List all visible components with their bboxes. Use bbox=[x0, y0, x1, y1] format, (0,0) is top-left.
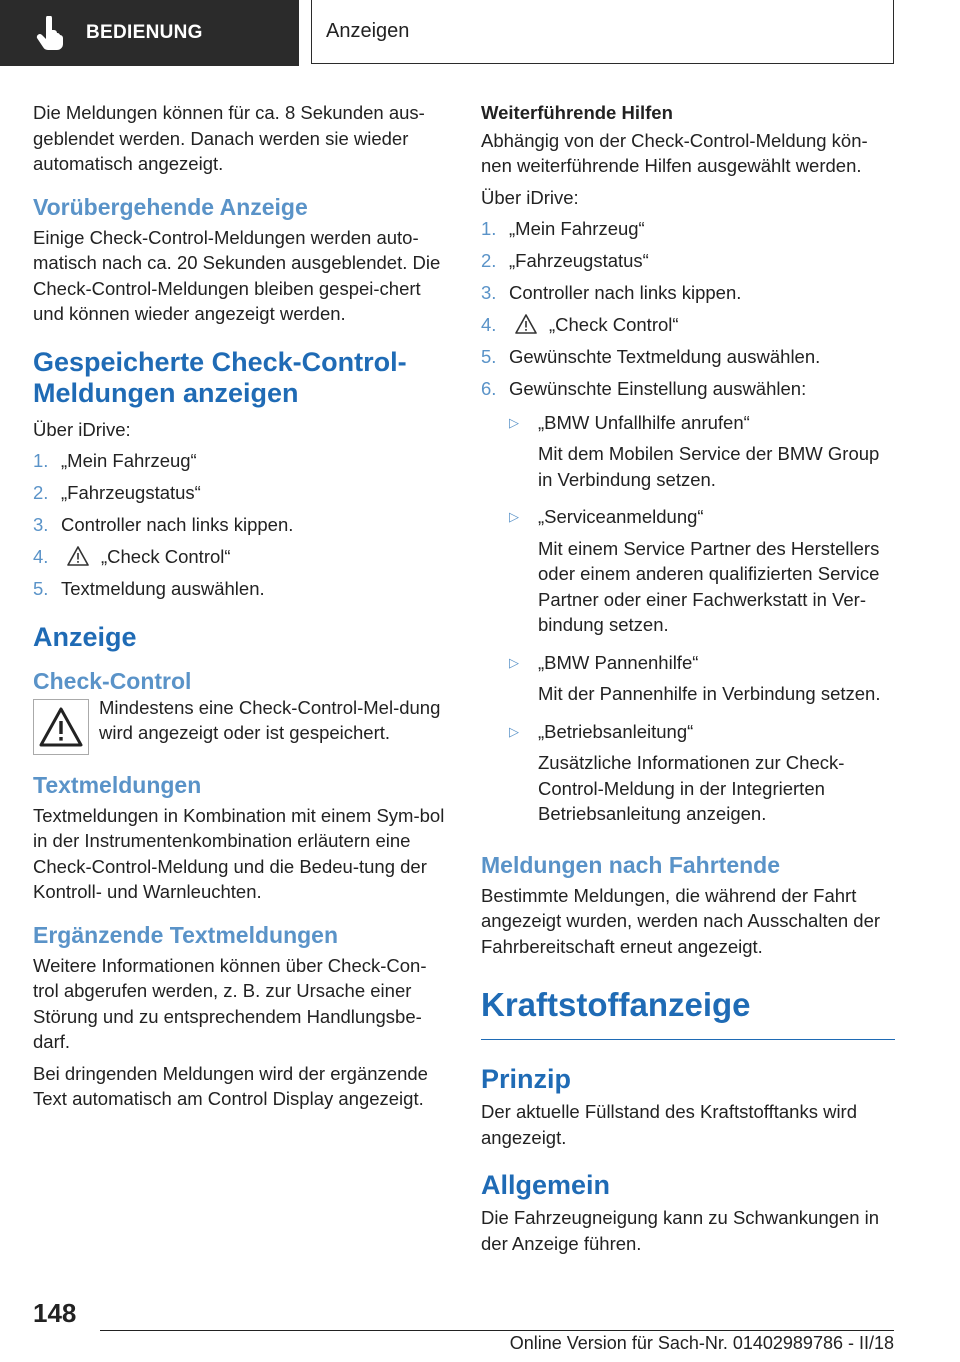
triangle-bullet-icon: ▷ bbox=[509, 654, 519, 670]
step-text: Controller nach links kippen. bbox=[509, 282, 742, 303]
triangle-bullet-icon: ▷ bbox=[509, 509, 519, 524]
list-item bbox=[481, 312, 895, 338]
saved-messages-steps bbox=[33, 448, 447, 602]
list-item bbox=[33, 544, 447, 570]
chapter-tab-label: Anzeigen bbox=[326, 20, 410, 42]
step-number: 2. bbox=[33, 482, 49, 503]
step-text: „Check Control“ bbox=[549, 314, 679, 335]
section-tab-label: BEDIENUNG bbox=[86, 22, 203, 43]
section-tab bbox=[0, 0, 299, 66]
via-idrive-label: Über iDrive: bbox=[481, 186, 579, 208]
messages-after-drive-paragraph: Bestimmte Meldungen, die während der Fahrt angezeigt wurden, werden nach Ausschalten der Fahrbereitschaft erneut angezeigt. bbox=[481, 884, 881, 957]
footer-divider bbox=[100, 1330, 894, 1331]
additional-messages-paragraph-2: Bei dringenden Meldungen wird der ergänzende Text automatisch am Control Display angezeigt. bbox=[33, 1062, 428, 1109]
step-number: 2. bbox=[481, 250, 497, 271]
warning-triangle-icon bbox=[33, 699, 89, 755]
check-control-paragraph: Mindestens eine Check-Control-Mel-dung wird angezeigt oder ist gespeichert. bbox=[99, 696, 441, 743]
step-number: 3. bbox=[481, 282, 497, 303]
chapter-tab bbox=[311, 0, 894, 64]
heading-text-messages: Textmeldungen bbox=[33, 771, 202, 798]
step-number: 6. bbox=[481, 378, 497, 399]
heading-display: Anzeige bbox=[33, 621, 137, 652]
step-number: 3. bbox=[33, 514, 49, 535]
heading-fuel-gauge: Kraftstoffanzeige bbox=[481, 985, 895, 1040]
list-item bbox=[509, 650, 895, 713]
step-text: „Check Control“ bbox=[101, 546, 231, 567]
text-messages-paragraph: Textmeldungen in Kombination mit einem Sym-bol in der Instrumentenkombination erläutern eine Check-Control-Meldung und die Bedeu-tung der Kontroll- und Warnleuchten. bbox=[33, 804, 445, 902]
option-description: Mit einem Service Partner des Herstellers oder einem anderen qualifizierten Service Partner oder einer Fachwerkstatt in Ver-bindung setzen. bbox=[538, 537, 880, 635]
list-item bbox=[481, 248, 895, 274]
step-number: 5. bbox=[33, 578, 49, 599]
intro-paragraph: Die Meldungen können für ca. 8 Sekunden aus-geblendet werden. Danach werden sie wieder automatisch angezeigt. bbox=[33, 102, 425, 174]
option-description: Mit der Pannenhilfe in Verbindung setzen. bbox=[538, 683, 881, 704]
list-item bbox=[509, 719, 895, 833]
right-column bbox=[481, 100, 895, 1262]
heading-temporary-display: Vorübergehende Anzeige bbox=[33, 193, 308, 220]
check-control-block bbox=[33, 696, 447, 755]
heading-messages-after-drive: Meldungen nach Fahrtende bbox=[481, 851, 781, 878]
option-title: „Betriebsanleitung“ bbox=[538, 720, 694, 742]
further-help-paragraph: Abhängig von der Check-Control-Meldung kön-nen weiterführende Hilfen ausgewählt werden. bbox=[481, 129, 868, 176]
step-text: „Mein Fahrzeug“ bbox=[509, 218, 645, 239]
option-description: Mit dem Mobilen Service der BMW Group in Verbindung setzen. bbox=[538, 443, 880, 490]
step-text: Controller nach links kippen. bbox=[61, 514, 294, 535]
heading-further-help: Weiterführende Hilfen bbox=[481, 102, 673, 123]
step-text: „Mein Fahrzeug“ bbox=[61, 450, 197, 471]
heading-check-control: Check-Control bbox=[33, 667, 192, 694]
heading-principle: Prinzip bbox=[481, 1064, 572, 1094]
step-text: Gewünschte Einstellung auswählen: bbox=[509, 378, 807, 399]
page-number: 148 bbox=[33, 1298, 77, 1328]
step-text: Gewünschte Textmeldung auswählen. bbox=[509, 346, 821, 367]
heading-general: Allgemein bbox=[481, 1170, 611, 1200]
temporary-display-paragraph: Einige Check-Control-Meldungen werden auto-matisch nach ca. 20 Sekunden ausgeblendet. Die Check-Control-Meldungen bleiben gespei-chert und können wieder angezeigt werden. bbox=[33, 226, 441, 324]
option-title: „BMW Pannenhilfe“ bbox=[538, 651, 699, 673]
step-number: 1. bbox=[481, 218, 497, 239]
list-item bbox=[509, 410, 895, 499]
principle-paragraph: Der aktuelle Füllstand des Kraftstofftanks wird angezeigt. bbox=[481, 1101, 857, 1148]
left-column bbox=[33, 100, 447, 1118]
option-title: „BMW Unfallhilfe anrufen“ bbox=[538, 411, 750, 433]
list-item bbox=[509, 504, 895, 644]
list-item bbox=[33, 448, 447, 474]
list-item bbox=[33, 480, 447, 506]
hand-pointer-icon bbox=[36, 16, 64, 50]
step-number: 5. bbox=[481, 346, 497, 367]
heading-saved-messages: Gespeicherte Check-Control-Meldungen anzeigen bbox=[33, 346, 407, 408]
warning-triangle-icon bbox=[67, 546, 89, 566]
triangle-bullet-icon: ▷ bbox=[509, 723, 519, 739]
option-title: „Serviceanmeldung“ bbox=[538, 506, 704, 527]
additional-messages-paragraph-1: Weitere Informationen können über Check-Con-trol abgerufen werden, z. B. zur Ursache einer Störung und zu entsprechendem Handlungsbe-darf. bbox=[33, 954, 427, 1052]
via-idrive-label: Über iDrive: bbox=[33, 418, 131, 440]
list-item bbox=[481, 376, 895, 402]
step-number: 1. bbox=[33, 450, 49, 471]
option-description: Zusätzliche Informationen zur Check-Control-Meldung in der Integrierten Betriebsanleitung anzeigen. bbox=[538, 752, 845, 824]
list-item bbox=[481, 344, 895, 370]
list-item bbox=[33, 512, 447, 538]
step-number: 4. bbox=[33, 546, 49, 567]
list-item bbox=[481, 216, 895, 242]
list-item bbox=[33, 576, 447, 602]
step-number: 4. bbox=[481, 314, 497, 335]
footer-version: Online Version für Sach-Nr. 01402989786 - II/18 bbox=[509, 1333, 894, 1353]
step-text: Textmeldung auswählen. bbox=[61, 578, 265, 599]
warning-triangle-icon bbox=[515, 314, 537, 334]
triangle-bullet-icon: ▷ bbox=[509, 414, 519, 430]
step-text: „Fahrzeugstatus“ bbox=[61, 482, 201, 503]
further-help-steps bbox=[481, 216, 895, 402]
help-options-list bbox=[509, 410, 895, 833]
step-text: „Fahrzeugstatus“ bbox=[509, 250, 649, 271]
heading-additional-messages: Ergänzende Textmeldungen bbox=[33, 921, 339, 948]
general-paragraph: Die Fahrzeugneigung kann zu Schwankungen in der Anzeige führen. bbox=[481, 1207, 880, 1254]
list-item bbox=[481, 280, 895, 306]
